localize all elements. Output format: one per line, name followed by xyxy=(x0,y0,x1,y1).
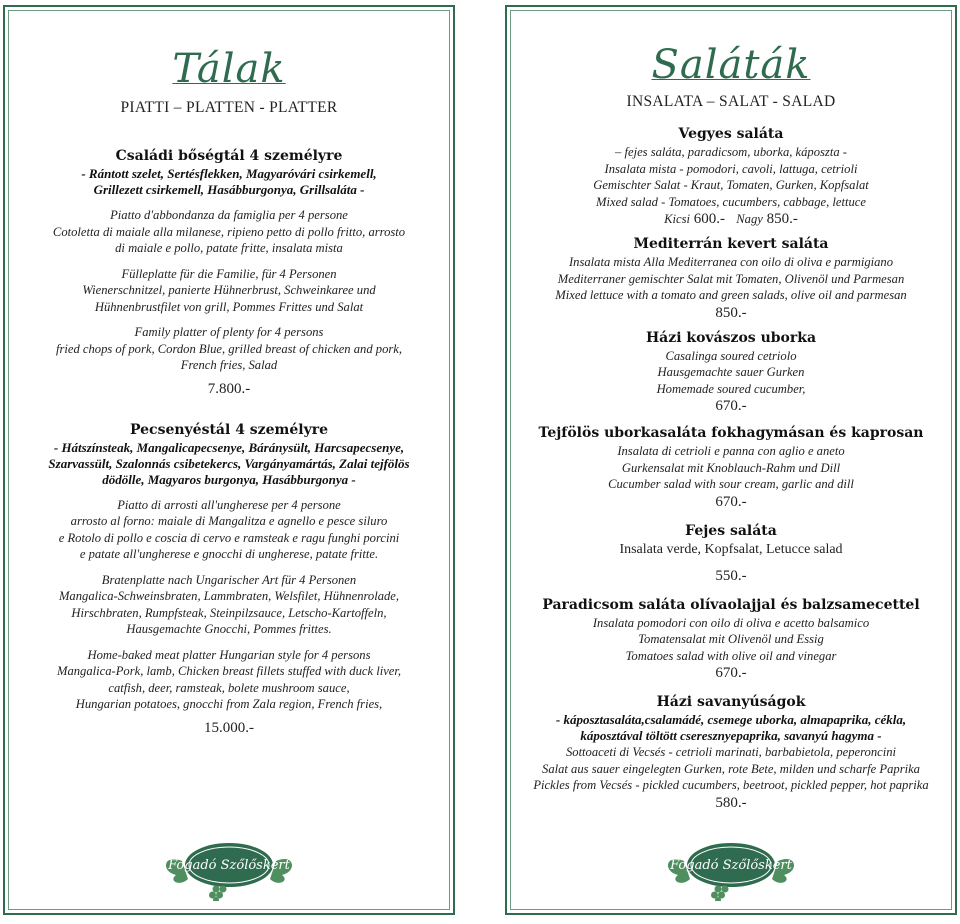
desc-line: Insalata mista - pomodori, cavoli, lattuga, cetrioli xyxy=(604,161,858,176)
salad-soured-cucumber xyxy=(507,329,955,417)
desc-line: e patate all'ungherese e gnocchi di ungherese, patate fritte. xyxy=(79,547,379,561)
dish-name: Paradicsom saláta olívaolajjal és balzsamecettel xyxy=(542,596,920,613)
salad-mediterranean xyxy=(507,235,955,323)
desc-line: Hausgemachte sauer Gurken xyxy=(657,365,805,379)
desc-line: Hirschbraten, Rumpfsteak, Steinpilzsauce, Letscho-Kartoffeln, xyxy=(71,605,387,620)
price: 670.- xyxy=(715,493,747,510)
desc-line: – fejes saláta, paradicsom, uborka, káposzta - xyxy=(615,145,847,159)
right-content xyxy=(507,42,955,813)
large-price: 850.- xyxy=(766,211,798,227)
desc-line: catfish, deer, ramsteak, bolete mushroom sauce, xyxy=(108,680,350,695)
price: 550.- xyxy=(715,567,747,584)
desc-line: Hausgemachte Gnocchi, Pommes frittes. xyxy=(126,622,332,636)
dish-hu-line: káposztával töltött cseresznyepaprika, savanyú hagyma - xyxy=(580,728,882,743)
dish-family-platter xyxy=(5,147,453,399)
salad-mixed xyxy=(507,125,955,229)
page-subtitle: PIATTI – PLATTEN - PLATTER xyxy=(120,99,338,116)
dish-hu-line: dödölle, Magyaros burgonya, Hasábburgonya - xyxy=(102,471,356,487)
price: 670.- xyxy=(715,665,747,681)
desc-line: Tomatoes salad with olive oil and vinegar xyxy=(625,648,837,663)
desc-line: Piatto di arrosti all'ungherese per 4 persone xyxy=(117,497,341,512)
desc-line: fried chops of pork, Cordon Blue, grilled breast of chicken and pork, xyxy=(55,341,403,356)
dish-name: Mediterrán kevert saláta xyxy=(633,236,829,252)
desc-line: Fülleplatte für die Familie, für 4 Personen xyxy=(121,266,337,281)
desc-line: Insalata verde, Kopfsalat, Letucce salad xyxy=(619,541,843,557)
desc-line: Mediterraner gemischter Salat mit Tomaten, Olivenöl und Parmesan xyxy=(557,271,905,286)
small-price: 600.- xyxy=(693,211,726,227)
desc-line: Family platter of plenty for 4 persons xyxy=(134,325,324,339)
desc-line: French fries, Salad xyxy=(180,358,278,372)
price-small-large xyxy=(507,210,955,229)
price: 7.800.- xyxy=(207,380,251,397)
desc-line: Mixed salad - Tomatoes, cucumbers, cabbage, lettuce xyxy=(596,194,866,209)
desc-line: Insalata mista Alla Mediterranea con oilo di oliva e parmigiano xyxy=(568,255,894,269)
logo-text: Fogadó Szőlőskert xyxy=(670,858,792,873)
desc-line: Wienerschnitzel, panierte Hühnerbrust, Schweinkaree und xyxy=(82,283,376,297)
large-label: Nagy xyxy=(736,212,763,226)
dish-name: Tejfölös uborkasaláta fokhagymásan és kaprosan xyxy=(538,425,924,441)
dish-hu-line: - Rántott szelet, Sertésflekken, Magyaróvári csirkemell, xyxy=(81,166,377,181)
salad-lettuce xyxy=(507,522,955,586)
left-menu-page xyxy=(3,5,455,915)
desc-line: Mixed lettuce with a tomato and green salads, olive oil and parmesan xyxy=(555,288,907,302)
desc-line: Bratenplatte nach Ungarischer Art für 4 Personen xyxy=(101,572,357,587)
page-title-salatak: Saláták xyxy=(651,42,811,88)
desc-line: Piatto d'abbondanza da famiglia per 4 persone xyxy=(110,208,348,222)
desc-line: Salat aus sauer eingelegten Gurken, rote Bete, milden und scharfe Paprika xyxy=(542,761,920,776)
restaurant-logo-icon xyxy=(656,831,806,901)
price: 850.- xyxy=(715,304,747,321)
salad-tomato xyxy=(507,596,955,684)
dish-hu-line: - káposztasaláta,csalamádé, csemege uborka, almapaprika, cékla, xyxy=(555,712,907,727)
dish-name: Fejes saláta xyxy=(685,522,777,539)
desc-line: Hungarian potatoes, gnocchi from Zala region, French fries, xyxy=(75,697,383,711)
dish-name: Házi kovászos uborka xyxy=(645,329,817,346)
desc-line: Gurkensalat mit Knoblauch-Rahm und Dill xyxy=(621,460,841,475)
desc-line: Cucumber salad with sour cream, garlic and dill xyxy=(608,477,854,491)
left-content xyxy=(5,46,453,738)
dish-name: Házi savanyúságok xyxy=(656,694,806,710)
dish-hu-line: - Hátszínsteak, Mangalicapecsenye, Báránysült, Harcsapecsenye, xyxy=(53,439,405,455)
desc-line: Sottoaceti di Vecsés - cetrioli marinati, barbabietola, peperoncini xyxy=(565,745,897,759)
price: 670.- xyxy=(715,398,747,414)
desc-line: e Rotolo di pollo e coscia di cervo e ramsteak e ragu funghi porcini xyxy=(58,530,400,545)
desc-line: Tomatensalat mit Olivenöl und Essig xyxy=(638,632,824,646)
dish-name: Családi bőségtál 4 személyre xyxy=(115,148,343,164)
restaurant-logo-icon xyxy=(154,831,304,901)
desc-line: Pickles from Vecsés - pickled cucumbers, beetroot, pickled pepper, hot paprika xyxy=(533,778,929,792)
desc-line: Mangalica-Schweinsbraten, Lammbraten, Welsfilet, Hühnenrolade, xyxy=(58,589,400,603)
desc-line: Insalata pomodori con oilo di oliva e acetto balsamico xyxy=(592,615,870,630)
price: 580.- xyxy=(715,794,747,811)
desc-line: di maiale e pollo, patate fritte, insalata mista xyxy=(115,241,343,255)
right-menu-page xyxy=(505,5,957,915)
dish-name: Pecsenyéstál 4 személyre xyxy=(129,421,329,438)
small-label: Kicsi xyxy=(664,212,691,226)
desc-line: Mangalica-Pork, lamb, Chicken breast fillets stuffed with duck liver, xyxy=(56,664,402,678)
desc-line: Home-baked meat platter Hungarian style for 4 persons xyxy=(87,647,371,662)
dish-name: Vegyes saláta xyxy=(678,126,784,142)
desc-line: Casalinga soured cetriolo xyxy=(665,348,797,363)
desc-line: Homemade soured cucumber, xyxy=(656,381,806,396)
dish-hu-line: Szarvassült, Szalonnás csibetekercs, Vargányamártás, Zalai tejfölös xyxy=(48,455,410,471)
desc-line: Insalata di cetrioli e panna con aglio e aneto xyxy=(617,444,845,458)
desc-line: Hühnenbrustfilet von grill, Pommes Frittes und Salat xyxy=(94,299,364,314)
page-subtitle: INSALATA – SALAT - SALAD xyxy=(626,93,836,110)
dish-roast-platter xyxy=(5,421,453,738)
desc-line: Cotoletta di maiale alla milanese, ripieno petto di pollo fritto, arrosto xyxy=(52,224,406,239)
salad-pickles xyxy=(507,693,955,813)
page-title-talak: Tálak xyxy=(172,46,286,92)
desc-line: arrosto al forno: maiale di Mangalitza e agnello e pesce siluro xyxy=(70,514,388,528)
logo-text: Fogadó Szőlőskert xyxy=(168,858,290,873)
salad-cucumber-sour-cream xyxy=(507,424,955,512)
dish-hu-line: Grillezett csirkemell, Hasábburgonya, Grillsaláta - xyxy=(93,182,365,197)
desc-line: Gemischter Salat - Kraut, Tomaten, Gurken, Kopfsalat xyxy=(593,178,869,192)
price: 15.000.- xyxy=(204,719,254,736)
